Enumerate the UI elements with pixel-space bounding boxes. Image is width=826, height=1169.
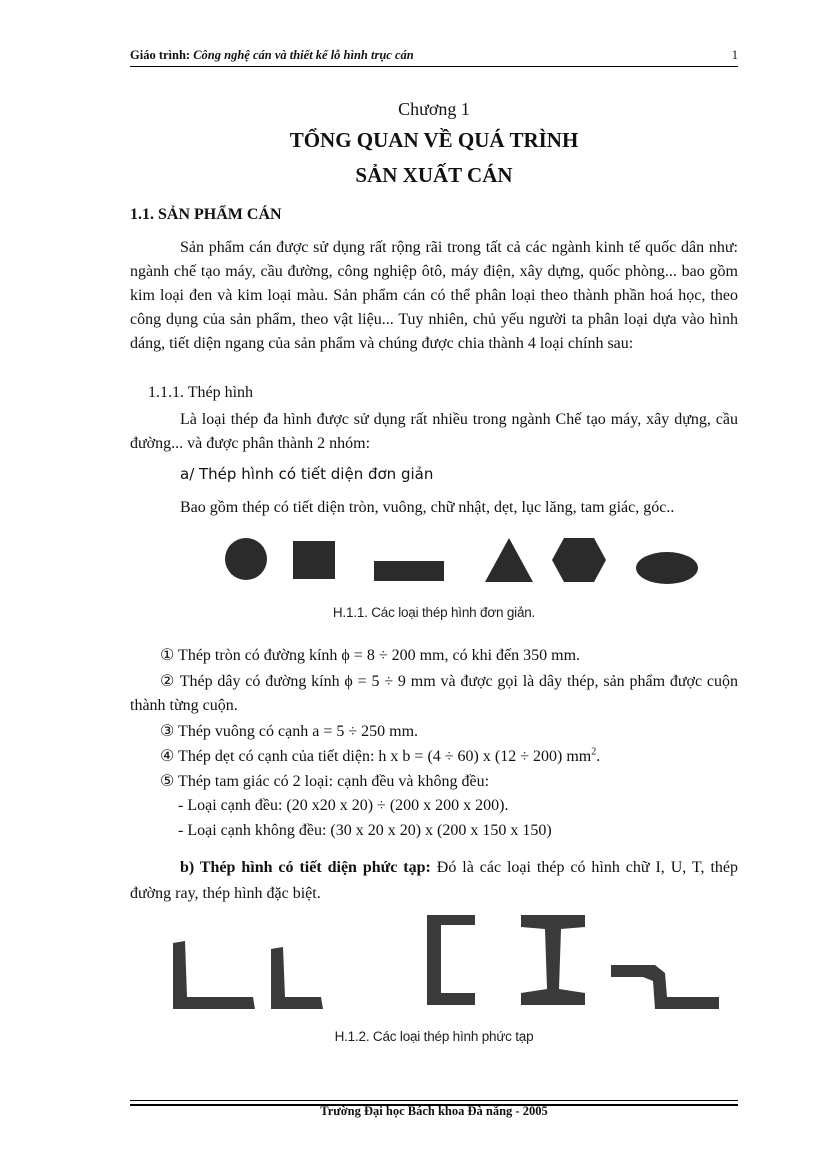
i-beam-shape [521,915,585,1005]
footer-text: Trường Đại học Bách khoa Đà nẵng - 2005 [320,1104,548,1118]
group-b-paragraph [130,855,738,907]
oval-section-shape [636,552,698,584]
group-b-text: Đó là các loại thép có hình chữ I, U, T, thép đường ray, thép hình đặc biệt. [130,859,738,902]
item-flat-steel-sup: 2 [591,746,597,758]
group-b-heading: b) Thép hình có tiết diện phức tạp: [180,859,431,876]
round-section-shape [225,538,267,580]
figure1-caption: H.1.1. Các loại thép hình đơn giản. [332,605,536,620]
subsection-paragraph: Là loại thép đa hình được sử dụng rất nhiều trong ngành Chế tạo máy, xây dựng, cầu đường... và được phân thành 2 nhóm: [130,411,738,452]
chapter-title-line1: TỔNG QUAN VỀ QUÁ TRÌNH [289,128,579,152]
footer-rule-thin [130,1100,738,1101]
intro-paragraph: Sản phẩm cán được sử dụng rất rộng rãi trong tất cả các ngành kinh tế quốc dân như: ngành chế tạo máy, cầu đường, công nghiệp ôtô, máy điện, xây dựng, quốc phòng... bao gồm kim loại đen và kim loại màu. Sản phẩm cán có thể phân loại theo thành phần hoá học, theo công dụng của sản phẩm, theo vật liệu... Tuy nhiên, chủ yếu người ta phân loại dựa vào hình dáng, tiết diện ngang của sản phẩm và chúng được chia thành 4 loại chính sau: [130,239,738,352]
square-section-shape [293,541,335,579]
flat-section-shape [374,561,444,581]
simple-shapes-figure [200,530,720,590]
running-header [130,48,738,63]
section-heading: 1.1. SẢN PHẨM CÁN [130,206,282,223]
page-number: 1 [731,48,738,62]
group-a-heading: a/ Thép hình có tiết diện đơn giản [180,465,434,483]
item-triangle-steel: ⑤ Thép tam giác có 2 loại: cạnh đều và không đều: [160,773,490,790]
complex-shapes-figure [165,905,725,1015]
triangle-section-shape [485,538,533,582]
subsection-heading: 1.1.1. Thép hình [148,384,254,401]
chapter-number: Chương 1 [398,99,470,119]
dash-unequal-sides: - Loại cạnh không đều: (30 x 20 x 20) x (200 x 150 x 150) [178,822,552,839]
header-rule [130,66,738,67]
chapter-title-line2: SẢN XUẤT CÁN [355,163,513,187]
hexagon-section-shape [552,538,606,582]
item-wire-steel: ② Thép dây có đường kính ϕ = 5 ÷ 9 mm và được gọi là dây thép, sản phẩm được cuộn thành từng cuộn. [130,673,738,714]
equal-angle-shape [173,941,255,1009]
header-title: Công nghệ cán và thiết kế lỗ hình trục cán [193,48,414,62]
item-flat-steel-end: . [596,748,601,765]
figure2-caption: H.1.2. Các loại thép hình phức tạp [334,1029,534,1044]
item-flat-steel-text: ④ Thép dẹt có cạnh của tiết diện: h x b = (4 ÷ 60) x (12 ÷ 200) mm [160,748,592,765]
item-flat-steel [160,746,600,766]
channel-shape [427,915,475,1005]
item-round-steel: ① Thép tròn có đường kính ϕ = 8 ÷ 200 mm, có khi đến 350 mm. [160,647,581,664]
dash-equal-sides: - Loại cạnh đều: (20 x20 x 20) ÷ (200 x 200 x 200). [178,797,509,814]
header-label: Giáo trình: [130,48,191,62]
group-a-text: Bao gồm thép có tiết diện tròn, vuông, chữ nhật, dẹt, lục lăng, tam giác, góc.. [180,499,675,516]
unequal-angle-shape [271,947,323,1009]
special-profile-shape [611,965,719,1009]
item-square-steel: ③ Thép vuông có cạnh a = 5 ÷ 250 mm. [160,723,419,740]
